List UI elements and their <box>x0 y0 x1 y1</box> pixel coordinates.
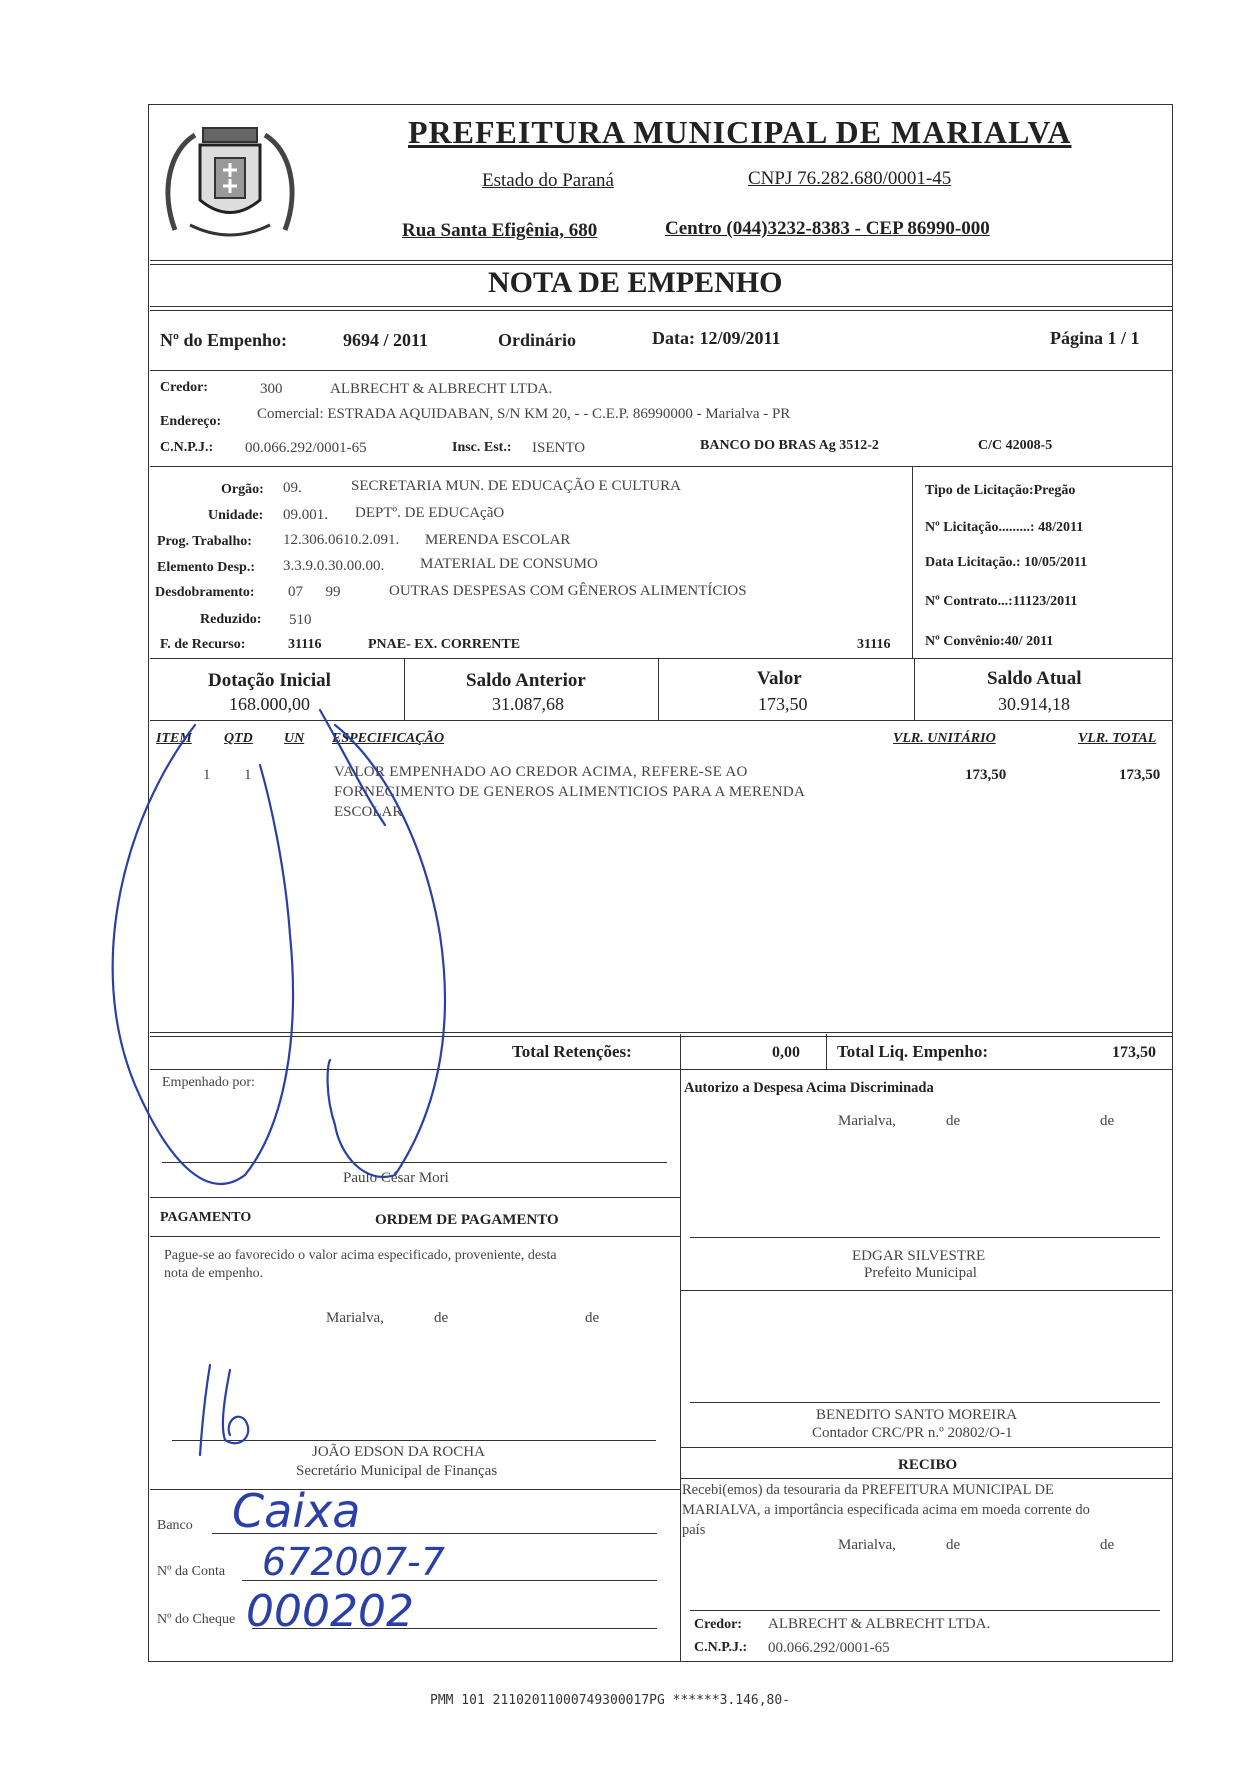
divider <box>150 306 1172 307</box>
item-number: 1 <box>203 767 211 783</box>
dotacao-value: 168.000,00 <box>229 694 310 714</box>
item-desc-line3: ESCOLAR <box>334 804 403 820</box>
autorizo-signer: EDGAR SILVESTRE <box>852 1248 986 1264</box>
credor-cnpj: 00.066.292/0001-65 <box>245 440 367 456</box>
licitacao-numero: Nº Licitação.........: 48/2011 <box>925 520 1084 535</box>
dotacao-label: Dotação Inicial <box>208 670 331 691</box>
saldo-anterior-label: Saldo Anterior <box>466 670 586 691</box>
desdobramento-value: OUTRAS DESPESAS COM GÊNEROS ALIMENTÍCIOS <box>389 583 747 599</box>
retencoes-label: Total Retenções: <box>512 1042 632 1061</box>
cnpj-label: CNPJ 76.282.680/0001-45 <box>748 168 952 189</box>
divider <box>150 370 1172 371</box>
item-desc-line2: FORNECIMENTO DE GENEROS ALIMENTICIOS PARA A MERENDA <box>334 784 806 800</box>
signature-line <box>690 1237 1160 1238</box>
divider <box>150 466 1172 467</box>
pagamento-place: Marialva, <box>326 1310 384 1326</box>
divider <box>680 1034 681 1070</box>
cc-value: C/C 42008-5 <box>978 438 1053 453</box>
autorizo-de2: de <box>1100 1113 1115 1129</box>
banco-handwritten: Caixa <box>232 1484 361 1538</box>
ordem-pagamento-label: ORDEM DE PAGAMENTO <box>375 1212 559 1228</box>
divider <box>150 260 1172 261</box>
elemento-code: 3.3.9.0.30.00.00. <box>283 558 385 574</box>
recibo-text-3: país <box>682 1522 706 1538</box>
coat-of-arms-icon <box>155 120 305 250</box>
autorizo-place: Marialva, <box>838 1113 896 1129</box>
col-item: ITEM <box>156 731 192 746</box>
valor-value: 173,50 <box>758 694 808 714</box>
pagamento-text-1: Pague-se ao favorecido o valor acima especificado, proveniente, desta <box>164 1248 557 1263</box>
licitacao-data: Data Licitação.: 10/05/2011 <box>925 555 1088 570</box>
page-title: PREFEITURA MUNICIPAL DE MARIALVA <box>408 114 1072 150</box>
divider <box>680 1290 1172 1291</box>
conta-handwritten: 672007-7 <box>262 1540 445 1584</box>
liquido-value: 173,50 <box>1112 1044 1156 1061</box>
district-phone-cep: Centro (044)3232-8383 - CEP 86990-000 <box>665 218 990 239</box>
signature-line <box>690 1402 1160 1403</box>
recurso-code-2: 31116 <box>857 637 891 652</box>
doc-title: NOTA DE EMPENHO <box>488 266 783 299</box>
recibo-place: Marialva, <box>838 1537 896 1553</box>
state-label: Estado do Paraná <box>482 170 614 191</box>
elemento-value: MATERIAL DE CONSUMO <box>420 556 598 572</box>
retencoes-value: 0,00 <box>772 1044 800 1061</box>
saldo-atual-value: 30.914,18 <box>998 694 1070 714</box>
desdobramento-code: 07 99 <box>288 584 341 600</box>
contador-signer: BENEDITO SANTO MOREIRA <box>816 1407 1018 1423</box>
unidade-value: DEPTº. DE EDUCAçãO <box>355 505 505 521</box>
item-unit-value: 173,50 <box>965 767 1007 783</box>
recibo-text-2: MARIALVA, a importância especificada acima em moeda corrente do <box>682 1502 1090 1518</box>
divider <box>680 1478 1172 1479</box>
pagamento-text-2: nota de empenho. <box>164 1266 264 1281</box>
divider <box>150 1489 680 1490</box>
pagamento-signature <box>190 1355 280 1465</box>
cheque-handwritten: 000202 <box>246 1586 414 1637</box>
col-qtd: QTD <box>224 731 253 746</box>
desdobramento-label: Desdobramento: <box>155 585 255 600</box>
contrato: Nº Contrato...:11123/2011 <box>925 594 1078 609</box>
pagamento-de2: de <box>585 1310 600 1326</box>
pagamento-role: Secretário Municipal de Finanças <box>296 1463 498 1479</box>
autorizo-label: Autorizo a Despesa Acima Discriminada <box>684 1080 934 1096</box>
empenho-date: Data: 12/09/2011 <box>652 328 781 348</box>
banco-label: Banco <box>157 1518 193 1533</box>
recurso-value: PNAE- EX. CORRENTE <box>368 637 521 652</box>
recibo-cnpj-label: C.N.P.J.: <box>694 1640 748 1655</box>
divider <box>658 658 659 720</box>
empenho-number-label: Nº do Empenho: <box>160 330 287 350</box>
orgao-code: 09. <box>283 480 302 496</box>
licitacao-tipo: Tipo de Licitação:Pregão <box>925 483 1076 498</box>
col-un: UN <box>284 731 305 746</box>
empenhado-label: Empenhado por: <box>162 1075 255 1090</box>
prog-code: 12.306.0610.2.091. <box>283 532 400 548</box>
divider <box>150 658 1172 659</box>
conta-label: Nº da Conta <box>157 1564 226 1579</box>
divider <box>150 1236 680 1237</box>
divider <box>680 1447 1172 1448</box>
empenhado-signer: Paulo César Mori <box>343 1170 449 1186</box>
reduzido-label: Reduzido: <box>200 612 262 627</box>
credor-label: Credor: <box>160 380 208 395</box>
signature-line <box>690 1610 1160 1611</box>
divider <box>912 466 913 658</box>
valor-label: Valor <box>757 668 802 689</box>
recibo-cnpj: 00.066.292/0001-65 <box>768 1640 890 1656</box>
prog-value: MERENDA ESCOLAR <box>425 532 571 548</box>
empenho-type: Ordinário <box>498 330 577 350</box>
credor-name: ALBRECHT & ALBRECHT LTDA. <box>330 381 553 397</box>
recurso-code: 31116 <box>288 637 322 652</box>
recibo-label: RECIBO <box>898 1457 958 1473</box>
elemento-label: Elemento Desp.: <box>157 560 255 575</box>
item-desc-line1: VALOR EMPENHADO AO CREDOR ACIMA, REFERE-SE AO <box>334 764 748 780</box>
address-label: Rua Santa Efigênia, 680 <box>402 220 598 241</box>
autorizo-role: Prefeito Municipal <box>864 1265 977 1281</box>
recibo-credor: ALBRECHT & ALBRECHT LTDA. <box>768 1616 991 1632</box>
endereco-value: Comercial: ESTRADA AQUIDABAN, S/N KM 20, - - C.E.P. 86990000 - Marialva - PR <box>257 406 791 422</box>
endereco-label: Endereço: <box>160 414 222 429</box>
recibo-text-1: Recebi(emos) da tesouraria da PREFEITURA MUNICIPAL DE <box>682 1482 1054 1498</box>
insc-value: ISENTO <box>532 440 586 456</box>
divider <box>680 1069 681 1662</box>
pagamento-de1: de <box>434 1310 449 1326</box>
credor-code: 300 <box>260 381 283 397</box>
insc-label: Insc. Est.: <box>452 440 512 455</box>
convenio: Nº Convênio:40/ 2011 <box>925 634 1054 649</box>
item-qtd: 1 <box>244 767 252 783</box>
orgao-label: Orgão: <box>221 482 264 497</box>
recibo-credor-label: Credor: <box>694 1617 742 1632</box>
item-total-value: 173,50 <box>1119 767 1161 783</box>
footer-code: PMM 101 21102011000749300017PG ******3.146,80- <box>430 1693 791 1708</box>
liquido-label: Total Liq. Empenho: <box>837 1042 988 1061</box>
cheque-label: Nº do Cheque <box>157 1612 236 1627</box>
empenho-number: 9694 / 2011 <box>343 330 429 350</box>
credor-cnpj-label: C.N.P.J.: <box>160 440 214 455</box>
divider <box>914 658 915 720</box>
divider <box>150 310 1172 311</box>
recibo-de1: de <box>946 1537 961 1553</box>
autorizo-de1: de <box>946 1113 961 1129</box>
col-especificacao: ESPECIFICAÇÃO <box>332 731 445 746</box>
reduzido-value: 510 <box>289 612 312 628</box>
banco-value: BANCO DO BRAS Ag 3512-2 <box>700 438 879 453</box>
pagamento-label: PAGAMENTO <box>160 1210 252 1225</box>
unidade-label: Unidade: <box>208 508 264 523</box>
orgao-value: SECRETARIA MUN. DE EDUCAÇÃO E CULTURA <box>351 478 681 494</box>
saldo-anterior-value: 31.087,68 <box>492 694 564 714</box>
col-vlr-unitario: VLR. UNITÁRIO <box>893 731 996 746</box>
contador-role: Contador CRC/PR n.º 20802/O-1 <box>812 1425 1013 1441</box>
saldo-atual-label: Saldo Atual <box>987 668 1082 689</box>
recibo-de2: de <box>1100 1537 1115 1553</box>
unidade-code: 09.001. <box>283 507 328 523</box>
prog-label: Prog. Trabalho: <box>157 534 252 549</box>
recurso-label: F. de Recurso: <box>160 637 246 652</box>
page-number: Página 1 / 1 <box>1050 328 1140 348</box>
divider <box>826 1034 827 1070</box>
pagamento-signer: JOÃO EDSON DA ROCHA <box>312 1444 485 1460</box>
empenhado-signature <box>95 705 475 1205</box>
divider <box>150 264 1172 265</box>
col-vlr-total: VLR. TOTAL <box>1078 731 1157 746</box>
